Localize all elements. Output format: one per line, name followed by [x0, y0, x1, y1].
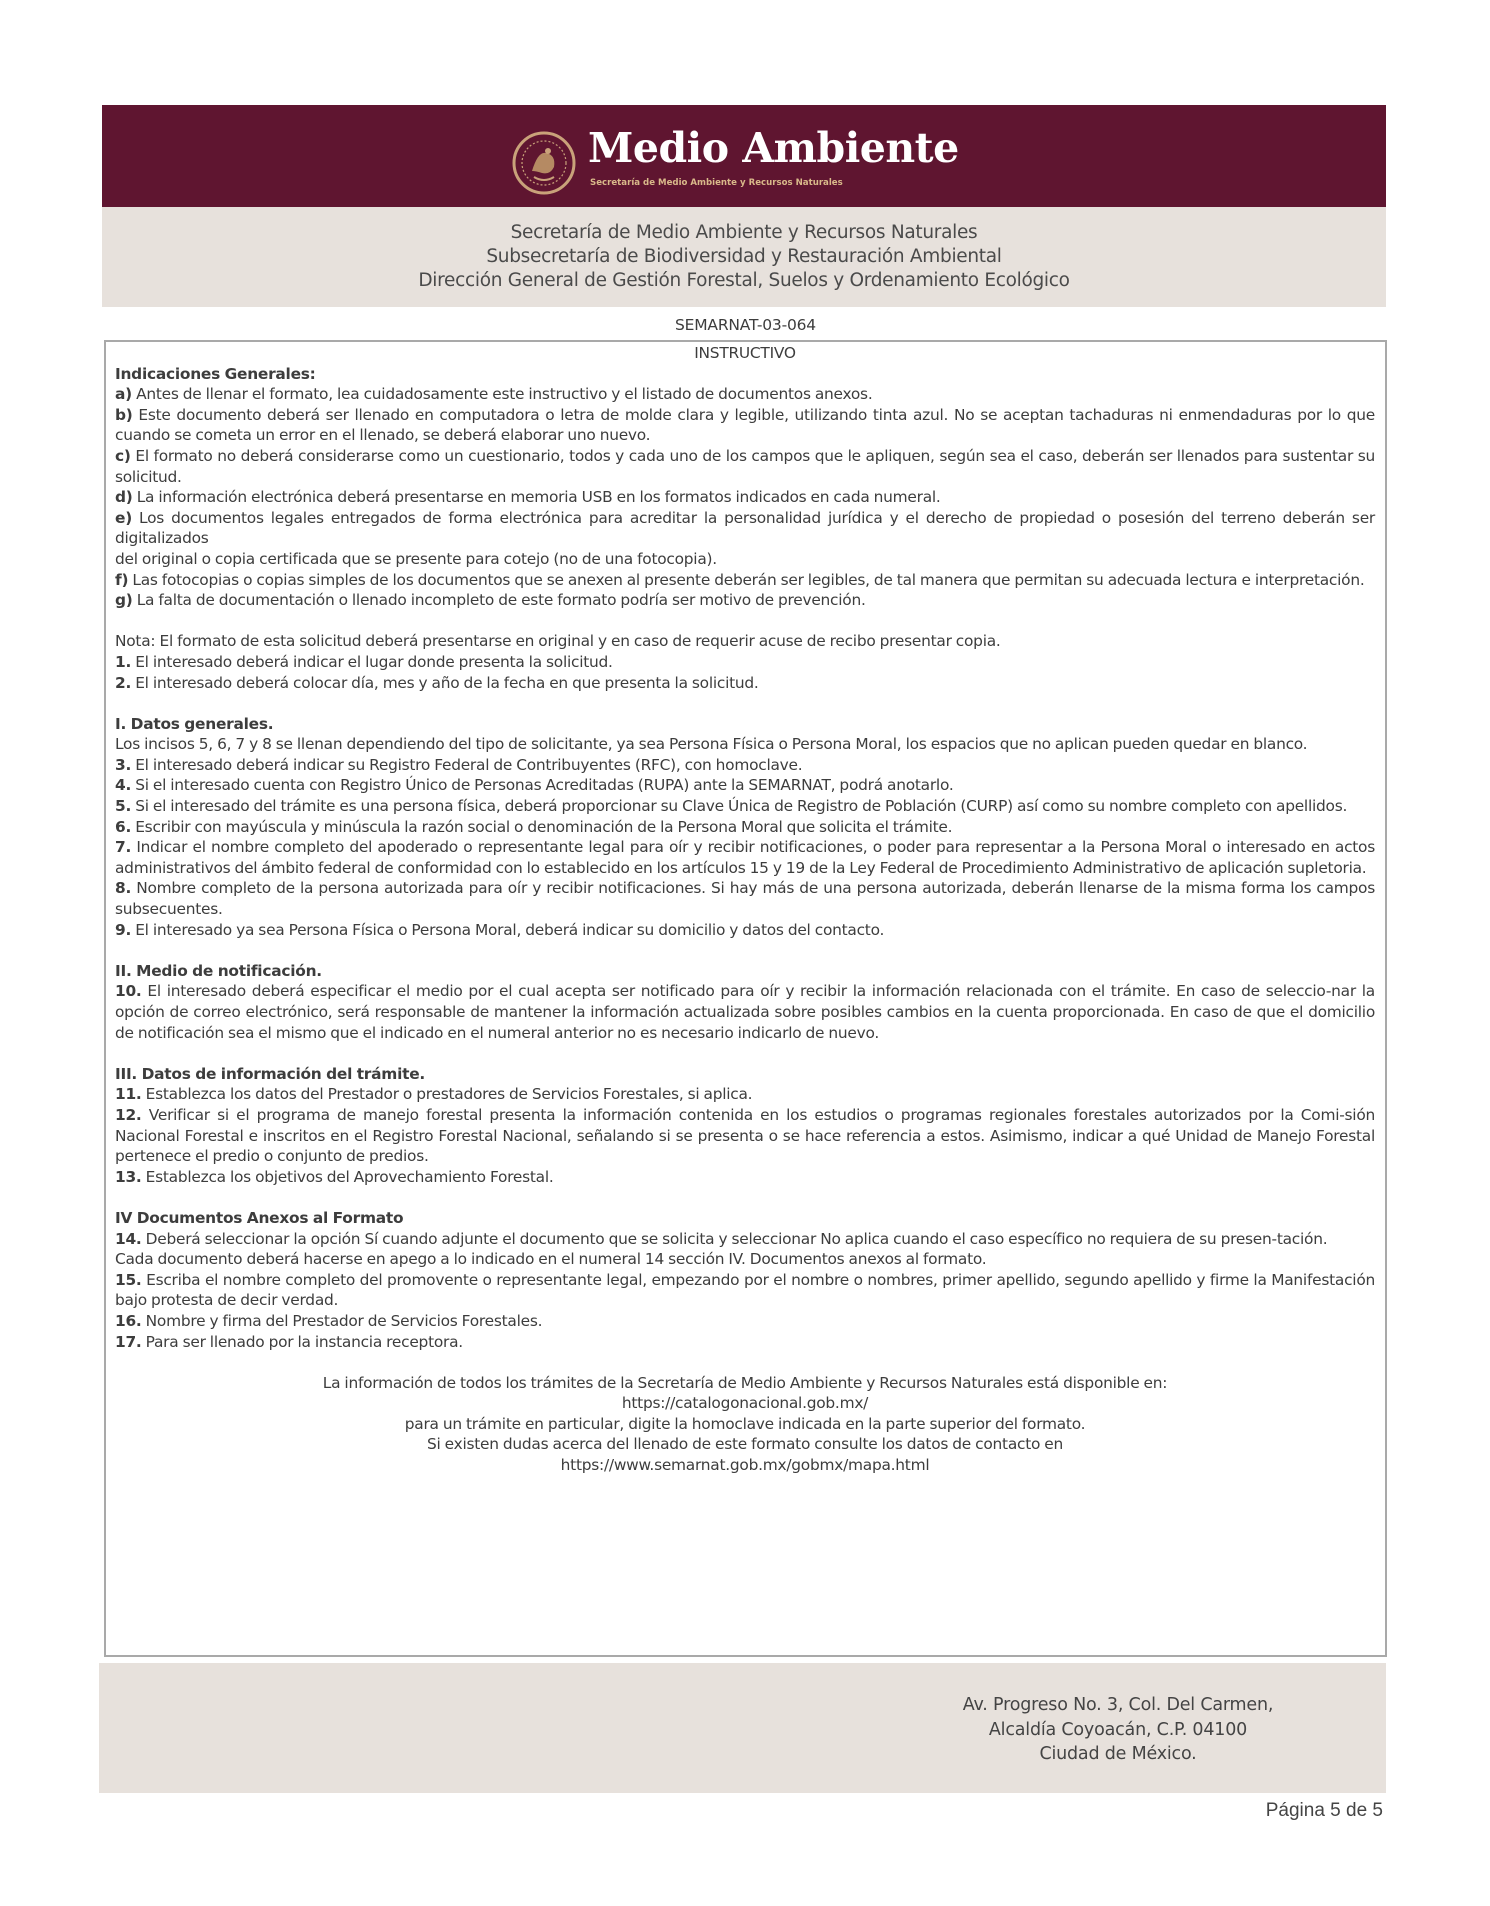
- logo: [512, 124, 959, 198]
- item-text: Las fotocopias o copias simples de los documentos que se anexen al presente deberán ser legibles, de tal manera que permitan su adecuada lectura e interpretación.: [128, 570, 1365, 589]
- coat-of-arms-seal-icon: [512, 131, 576, 195]
- item-text: El interesado deberá indicar su Registro Federal de Contribuyentes (RFC), con homoclave.: [131, 755, 803, 774]
- item-text: Indicar el nombre completo del apoderado o representante legal para oír y recibir notificaciones, o poder para representar a la Persona Moral o interesado en actos administrativos del ámbito federal de conformidad con lo establecido en los artículos 15 y 19 de la Ley Federal de Procedimiento Administrativo de aplicación supletoria.: [115, 838, 1375, 877]
- section-heading: III. Datos de información del trámite.: [115, 1064, 425, 1083]
- item-label: 13.: [115, 1167, 142, 1186]
- list-item: [115, 405, 1375, 446]
- list-item: [115, 837, 1375, 878]
- item-label: 10.: [115, 982, 142, 1001]
- contact-link[interactable]: https://www.semarnat.gob.mx/gobmx/mapa.html: [560, 1456, 930, 1475]
- item-text: Escriba el nombre completo del promovente o representante legal, empezando por el nombre o nombres, primer apellido, segundo apellido y firme la Manifestación bajo protesta de decir verdad.: [115, 1270, 1375, 1310]
- item-label: c): [115, 446, 131, 465]
- item-text: del original o copia certificada que se presente para cotejo (no de una fotocopia).: [115, 549, 717, 568]
- item-label: a): [115, 385, 132, 404]
- item-text: El interesado ya sea Persona Física o Persona Moral, deberá indicar su domicilio y datos del contacto.: [131, 920, 885, 939]
- address-line: Av. Progreso No. 3, Col. Del Carmen,: [962, 1695, 1274, 1715]
- list-item: [115, 487, 1375, 508]
- list-item: [115, 570, 1375, 591]
- list-item: [115, 1270, 1375, 1311]
- list-item: [115, 1249, 1375, 1270]
- item-label: 5.: [115, 797, 132, 816]
- logo-title: Medio Ambiente: [588, 124, 959, 172]
- list-item: [115, 652, 1375, 673]
- section-heading: IV Documentos Anexos al Formato: [115, 1208, 404, 1227]
- info-text: La información de todos los trámites de la Secretaría de Medio Ambiente y Recursos Naturales está disponible en:: [322, 1373, 1168, 1392]
- item-text: La información electrónica deberá presentarse en memoria USB en los formatos indicados en cada numeral.: [132, 488, 941, 507]
- item-text: Los documentos legales entregados de forma electrónica para acreditar la personalidad jurídica y el derecho de propiedad o posesión del terreno deberán ser digitalizados: [115, 508, 1375, 548]
- item-text: Si el interesado cuenta con Registro Único de Personas Acreditadas (RUPA) ante la SEMARNAT, podrá anotarlo.: [131, 776, 954, 795]
- agency-line: Secretaría de Medio Ambiente y Recursos Naturales: [510, 222, 978, 243]
- item-text: Deberá seleccionar la opción Sí cuando adjunte el documento que se solicita y seleccionar No aplica cuando el caso específico no requiera de su presen-tación.: [141, 1229, 1328, 1248]
- item-label: 15.: [115, 1270, 142, 1289]
- list-item: [115, 1084, 1375, 1105]
- item-text: Establezca los datos del Prestador o prestadores de Servicios Forestales, si aplica.: [141, 1085, 753, 1104]
- catalog-link[interactable]: https://catalogonacional.gob.mx/: [621, 1394, 869, 1413]
- logo-subtitle: Secretaría de Medio Ambiente y Recursos Naturales: [590, 178, 843, 188]
- form-code: SEMARNAT-03-064: [675, 316, 816, 334]
- note-text: Nota: El formato de esta solicitud deberá presentarse en original y en caso de requerir acuse de recibo presentar copia.: [115, 632, 1001, 651]
- item-label: 17.: [115, 1332, 142, 1351]
- list-item: [115, 384, 1375, 405]
- list-item: [115, 755, 1375, 776]
- item-text: Establezca los objetivos del Aprovechamiento Forestal.: [141, 1167, 554, 1186]
- item-label: e): [115, 508, 132, 527]
- document-title: INSTRUCTIVO: [694, 344, 796, 362]
- section-heading: I. Datos generales.: [115, 714, 274, 733]
- item-text: Nombre completo de la persona autorizada para oír y recibir notificaciones. Si hay más de una persona autorizada, deberán llenarse de la misma forma los campos subsecuentes.: [115, 879, 1375, 919]
- item-label: 12.: [115, 1105, 142, 1124]
- info-text: Si existen dudas acerca del llenado de este formato consulte los datos de contacto en: [426, 1435, 1064, 1454]
- item-label: g): [115, 591, 133, 610]
- item-text: La falta de documentación o llenado incompleto de este formato podría ser motivo de prevención.: [132, 591, 866, 610]
- list-item: [115, 1311, 1375, 1332]
- item-text: El interesado deberá colocar día, mes y año de la fecha en que presenta la solicitud.: [131, 673, 759, 692]
- list-item: [115, 673, 1375, 694]
- section-intro: Los incisos 5, 6, 7 y 8 se llenan dependiendo del tipo de solicitante, ya sea Persona Física o Persona Moral, los espacios que no aplican pueden quedar en blanco.: [115, 735, 1308, 754]
- instructions-content: [115, 343, 1375, 1476]
- item-text: Escribir con mayúscula y minúscula la razón social o denominación de la Persona Moral que solicita el trámite.: [131, 817, 953, 836]
- item-label: d): [115, 488, 133, 507]
- item-label: 4.: [115, 776, 132, 795]
- item-text: El interesado deberá indicar el lugar donde presenta la solicitud.: [131, 652, 613, 671]
- item-label: 1.: [115, 652, 132, 671]
- address-line: Ciudad de México.: [1039, 1744, 1197, 1764]
- item-text: El interesado deberá especificar el medio por el cual acepta ser notificado para oír y recibir la información relacionada con el trámite. En caso de seleccio-nar la opción de correo electrónico, será responsable de mantener la información actualizada sobre posibles cambios en la cuenta proporcionada. En caso de que el domicilio de notificación sea el mismo que el indicado en el numeral anterior no es necesario indicarlo de nuevo.: [115, 982, 1375, 1042]
- list-item: [115, 1332, 1375, 1353]
- list-item: [115, 817, 1375, 838]
- item-label: 2.: [115, 673, 132, 692]
- item-text: El formato no deberá considerarse como un cuestionario, todos y cada uno de los campos que le apliquen, según sea el caso, deberán ser llenados para sustentar su solicitud.: [115, 446, 1375, 486]
- address-block: [920, 1693, 1316, 1767]
- list-item: [115, 796, 1375, 817]
- item-text: Nombre y firma del Prestador de Servicios Forestales.: [141, 1311, 543, 1330]
- agency-header: [102, 207, 1386, 307]
- item-label: 14.: [115, 1229, 142, 1248]
- list-item: [115, 1105, 1375, 1167]
- item-label: 8.: [115, 879, 132, 898]
- page-number: Página 5 de 5: [1265, 1800, 1383, 1821]
- item-label: 3.: [115, 755, 132, 774]
- section-heading: II. Medio de notificación.: [115, 961, 322, 980]
- address-line: Alcaldía Coyoacán, C.P. 04100: [988, 1719, 1248, 1740]
- item-label: 7.: [115, 838, 132, 857]
- item-label: b): [115, 405, 133, 424]
- item-label: f): [115, 570, 129, 589]
- list-item: [115, 981, 1375, 1043]
- item-text: Si el interesado del trámite es una persona física, deberá proporcionar su Clave Única de Registro de Población (CURP) así como su nombre completo con apellidos.: [131, 797, 1348, 816]
- info-text: para un trámite en particular, digite la homoclave indicada en la parte superior del formato.: [404, 1414, 1086, 1433]
- list-item: [115, 878, 1375, 919]
- list-item: [115, 549, 1375, 570]
- agency-line: Dirección General de Gestión Forestal, Suelos y Ordenamiento Ecológico: [418, 270, 1070, 291]
- list-item: [115, 446, 1375, 487]
- list-item: [115, 1167, 1375, 1188]
- list-item: [115, 1229, 1375, 1250]
- list-item: [115, 775, 1375, 796]
- item-text: Antes de llenar el formato, lea cuidadosamente este instructivo y el listado de documentos anexos.: [131, 385, 873, 404]
- list-item: [115, 508, 1375, 549]
- item-text: Cada documento deberá hacerse en apego a lo indicado en el numeral 14 sección IV. Documentos anexos al formato.: [115, 1250, 987, 1269]
- item-text: Verificar si el programa de manejo forestal presenta la información contenida en los estudios o programas regionales forestales autorizados por la Comi-sión Nacional Forestal e inscritos en el Registro Forestal Nacional, señalando si se presenta o se hace referencia a estos. Asimismo, indicar a qué Unidad de Manejo Forestal pertenece el predio o conjunto de predios.: [115, 1105, 1375, 1166]
- item-label: 6.: [115, 817, 132, 836]
- item-label: 9.: [115, 920, 132, 939]
- agency-line: Subsecretaría de Biodiversidad y Restauración Ambiental: [486, 246, 1002, 267]
- list-item: [115, 590, 1375, 611]
- item-text: Este documento deberá ser llenado en computadora o letra de molde clara y legible, utilizando tinta azul. No se aceptan tachaduras ni enmendaduras por lo que cuando se cometa un error en el llenado, se deberá elaborar uno nuevo.: [115, 405, 1375, 445]
- item-label: 11.: [115, 1085, 142, 1104]
- item-label: 16.: [115, 1311, 142, 1330]
- section-heading: Indicaciones Generales:: [115, 364, 316, 383]
- item-text: Para ser llenado por la instancia receptora.: [141, 1332, 463, 1351]
- list-item: [115, 920, 1375, 941]
